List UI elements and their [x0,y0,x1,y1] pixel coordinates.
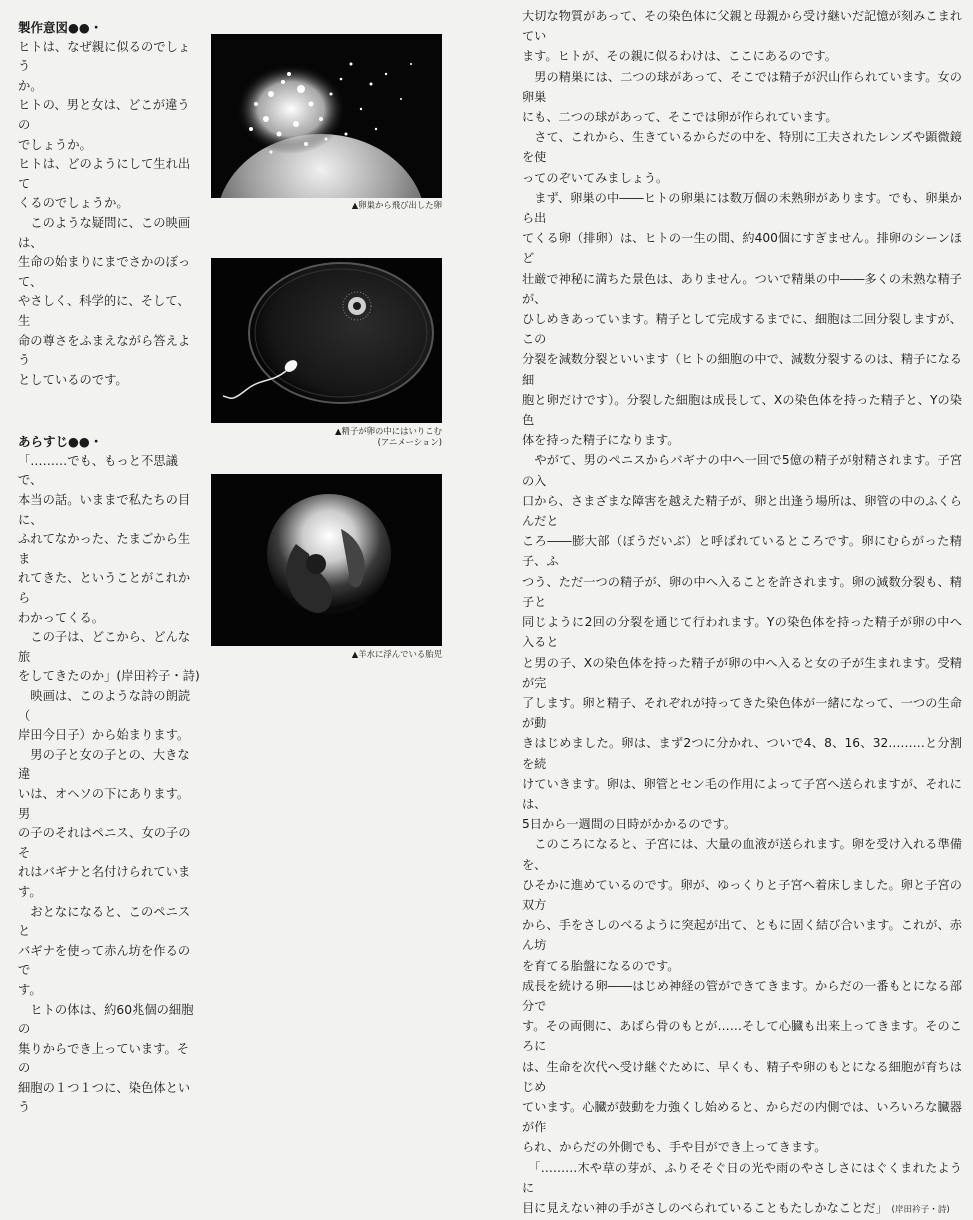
text-line: をしてきたのか」(岸田衿子・詩) [18,669,200,684]
right-column [522,6,962,1220]
text-line: す。その両側に、あばら骨のもとが……そして心臓も出来上ってきます。そのころに [522,1019,962,1054]
text-line: けていきます。卵は、卵管とセン毛の作用によって子宮へ送られますが、それには、 [522,776,962,811]
text-line: 体を持った精子になります。 [522,433,680,448]
text-line: つう、ただ一つの精子が、卵の中へ入ることを許されます。卵の減数分裂も、精子と [522,574,962,609]
text-line: としているのです。 [18,372,128,387]
text-line: 口から、さまざまな障害を越えた精子が、卵と出逢う場所は、卵管の中のふくらんだと [522,493,962,529]
text-line: ます。ヒトが、その親に似るわけは、ここにあるのです。 [522,49,837,64]
text-line: 大切な物質があって、その染色体に父親と母親から受け継いだ記憶が刻みこまれてい [522,9,962,44]
fertilization-image [211,258,442,423]
text-line: ています。心臓が鼓動を力強くし始めると、からだの内側では、いろいろな臓器が作 [522,1099,962,1135]
caption-line: ▲精子が卵の中にはいりこむ [335,426,442,436]
text-line: から、手をさしのべるように突起が出て、ともに固く結び合います。これが、赤ん坊 [522,918,962,953]
text-line: 岸田今日子）から始まります。 [18,728,190,743]
text-line: まず、卵巣の中――ヒトの卵巣には数万個の未熟卵があります。でも、卵巣から出 [522,190,962,226]
text-line: 生命の始まりにまでさかのぼって、 [18,255,191,289]
text-line: ひしめきあっています。精子として完成するまでに、細胞は二回分裂しますが、この [522,312,962,347]
text-line: このころになると、子宮には、大量の血液が送られます。卵を受け入れる準備を、 [522,837,962,872]
text-line: 命の尊さをふまえながら答えよう [18,333,191,368]
text-line: す。 [18,982,42,997]
text-line: この子は、どこから、どんな旅 [18,630,191,664]
text-line: いは、オヘソの下にあります。男 [18,786,190,821]
text-line: やさしく、科学的に、そして、生 [18,294,190,328]
text-line: 細胞の１つ１つに、染色体という [18,1080,191,1115]
text-line: ひそかに進めているのです。卵が、ゆっくりと子宮へ着床しました。卵と子宮の双方 [522,877,962,912]
text-line: ころ――膨大部（ぼうだいぶ）と呼ばれているところです。卵にむらがった精子、ふ [522,534,962,569]
section-gap [18,390,200,432]
text-line: られ、からだの外側でも、手や目ができ上ってきます。 [522,1140,827,1155]
caption-ovulation: ▲卵巣から飛び出した卵 [351,200,442,210]
text-line: を育てる胎盤になるのです。 [522,958,680,973]
text-line: ヒトは、なぜ親に似るのでしょう [18,39,191,74]
text-line: 映画は、このような詩の朗読（ [18,689,191,723]
photo-fetus [211,474,442,646]
caption-line: (アニメーション) [377,437,442,447]
text-line: 壮厳で神秘に満ちた景色は、ありません。ついで精巣の中――多くの未熟な精子が、 [522,271,962,306]
text-line: と男の子、Xの染色体を持った精子が卵の中へ入ると女の子が生まれます。受精が完 [522,655,962,690]
text-line: でしょうか。 [18,137,92,152]
left-column [18,18,200,1118]
text-line: わかってくる。 [18,610,105,625]
text-line: きはじめました。卵は、まず2つに分かれ、ついで4、8、16、32………と分割を続 [522,736,962,771]
text-line: くるのでしょうか。 [18,196,129,211]
text-line: れはバギナと名付けられています。 [18,865,191,899]
text-line: 成長を続ける卵――はじめ神経の管ができてきます。からだの一番もとになる部分で [522,978,962,1013]
ovulation-image [211,34,442,198]
text-line: の子のそれはペニス、女の子のそ [18,826,191,860]
text-line: ふれてなかった、たまごから生ま [18,532,191,566]
caption-fetus: ▲羊水に浮んでいる胎児 [351,649,442,659]
fetus-image [211,474,442,646]
text-line: このような疑問に、この映画は、 [18,215,191,250]
text-line: 目に見えない神の手がさしのべられていることもたしかなことだ」 [522,1200,888,1215]
text-line: 男の精巣には、二つの球があって、そこでは精子が沢山作られています。女の卵巣 [522,69,962,104]
text-line: は、生命を次代へ受け継ぐために、早くも、精子や卵のもとになる細胞が育ちはじめ [522,1059,962,1094]
text-line: か。 [18,78,43,93]
photo-ovulation [211,34,442,198]
text-line: れてきた、ということがこれから [18,571,191,606]
text-line: 本当の話。いままで私たちの目に、 [18,493,191,527]
text-line: ってのぞいてみましょう。 [522,170,669,185]
text-line: 男の子と女の子との、大きな違 [18,747,190,782]
quote-author: (岸田衿子・詩) [891,1204,950,1215]
text-line: さて、これから、生きているからだの中を、特別に工夫されたレンズや顕微鏡を使 [522,130,962,165]
text-line: ヒトの、男と女は、どこが違うの [18,98,190,132]
caption-fertilization [300,426,442,448]
photo-fertilization [211,258,442,423]
section-heading-intent: 製作意図●●・ [18,20,103,35]
text-line: 「………木や草の芽が、ふりそそぐ日の光や雨のやさしさにはぐくまれたように [522,1160,962,1195]
text-line: ヒトの体は、約60兆個の細胞の [18,1002,194,1037]
text-line: 胞と卵だけです）。分裂した細胞は成長して、Xの染色体を持った精子と、Yの染色 [522,392,962,428]
text-line: 集りからでき上っています。その [18,1041,190,1076]
intent-text [18,38,200,391]
text-line: 同じように2回の分裂を通じて行われます。Yの染色体を持った精子が卵の中へ入ると [522,615,962,650]
section-heading-synopsis: あらすじ●●・ [18,434,103,450]
text-line: やがて、男のペニスからバギナの中へ一回で5億の精子が射精されます。子宮の入 [522,453,962,488]
text-line: バギナを使って赤ん坊を作るので [18,943,191,978]
text-line: にも、二つの球があって、そこでは卵が作られています。 [522,110,838,125]
text-line: 了します。卵と精子、それぞれが持ってきた染色体が一緒になって、一つの生命が動 [522,695,962,731]
text-line: おとなになると、このペニスと [18,904,191,939]
text-line: 5日から一週間の日時がかかるのです。 [522,817,736,832]
text-line: 「………でも、もっと不思議で、 [18,453,178,488]
synopsis-text [18,452,200,1118]
text-line: てくる卵（排卵）は、ヒトの一生の間、約400個にすぎません。排卵のシーンほど [522,231,962,266]
text-line: ヒトは、どのようにして生れ出て [18,157,191,191]
text-line: 分裂を減数分裂といいます（ヒトの細胞の中で、減数分裂するのは、精子になる細 [522,352,962,387]
last-line [522,1198,962,1220]
